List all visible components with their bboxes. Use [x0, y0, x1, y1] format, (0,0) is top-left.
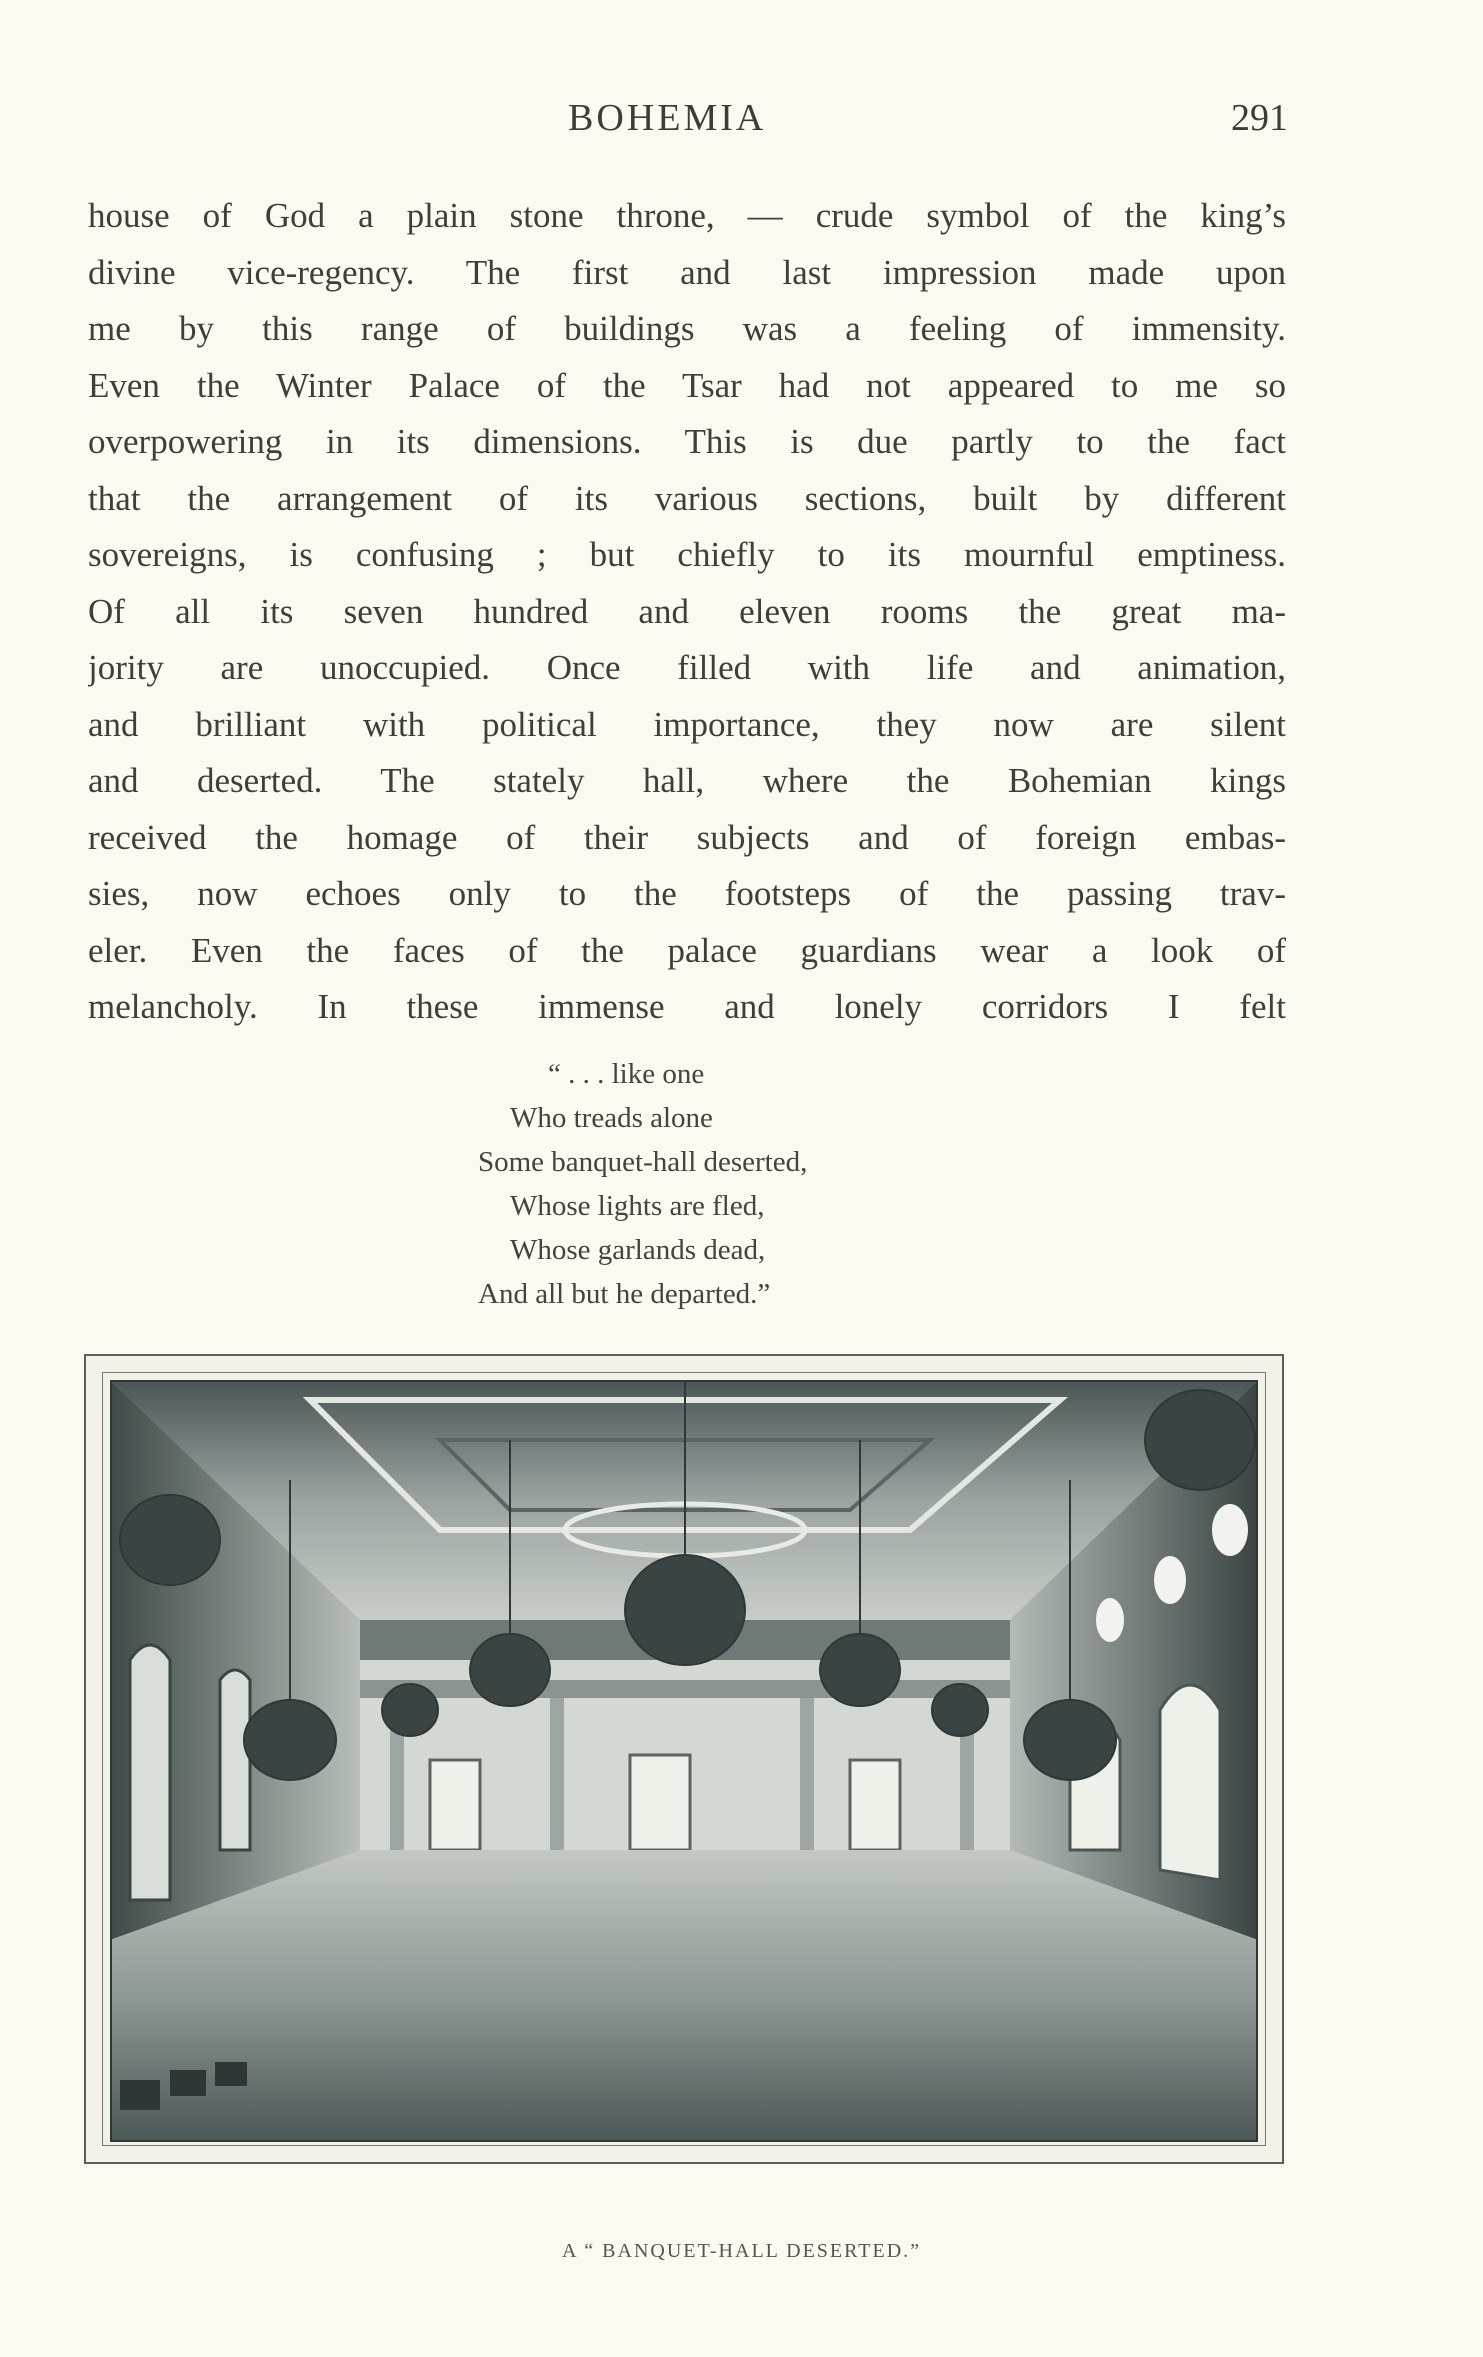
text-line: sies, now echoes only to the footsteps of the passing trav- — [88, 874, 1286, 913]
illustration-caption: A “ BANQUET-HALL DESERTED.” — [561, 2240, 922, 2262]
text-line: house of God a plain stone throne, — crude symbol of the king’s — [88, 196, 1286, 235]
page-number: 291 — [1231, 97, 1288, 139]
running-head — [88, 96, 1288, 146]
poem-line: “ . . . like one — [548, 1058, 705, 1090]
text-line: eler. Even the faces of the palace guardians wear a look of — [88, 930, 1286, 970]
text-line: Of all its seven hundred and eleven rooms the great ma- — [88, 591, 1286, 631]
text-line: jority are unoccupied. Once filled with life and animation, — [88, 648, 1286, 687]
text-line: received the homage of their subjects and of foreign embas- — [88, 817, 1286, 857]
text-line: divine vice-regency. The first and last impression made upon — [88, 252, 1286, 292]
poem-line: Some banquet-hall deserted, — [478, 1146, 808, 1178]
text-line: me by this range of buildings was a feeling of immensity. — [88, 309, 1286, 348]
poem-line: Whose lights are fled, — [510, 1190, 765, 1222]
banquet-hall-illustration — [110, 1380, 1258, 2142]
poem-line: Whose garlands dead, — [510, 1234, 766, 1266]
running-title: BOHEMIA — [568, 97, 767, 139]
text-line: that the arrangement of its various sections, built by different — [88, 478, 1286, 518]
body-text — [88, 188, 1286, 1036]
text-line: overpowering in its dimensions. This is due partly to the fact — [88, 422, 1286, 461]
text-line: melancholy. In these immense and lonely corridors I felt — [88, 987, 1286, 1026]
poem-line: And all but he departed.” — [478, 1278, 771, 1310]
text-line: and deserted. The stately hall, where the Bohemian kings — [88, 761, 1286, 800]
poem-quotation — [468, 1052, 988, 1316]
text-line: and brilliant with political importance, they now are silent — [88, 704, 1286, 744]
illustration-plate — [84, 1354, 1284, 2164]
text-line: Even the Winter Palace of the Tsar had not appeared to me so — [88, 365, 1286, 405]
poem-line: Who treads alone — [510, 1102, 713, 1134]
text-line: sovereigns, is confusing ; but chiefly to its mournful emptiness. — [88, 535, 1286, 574]
